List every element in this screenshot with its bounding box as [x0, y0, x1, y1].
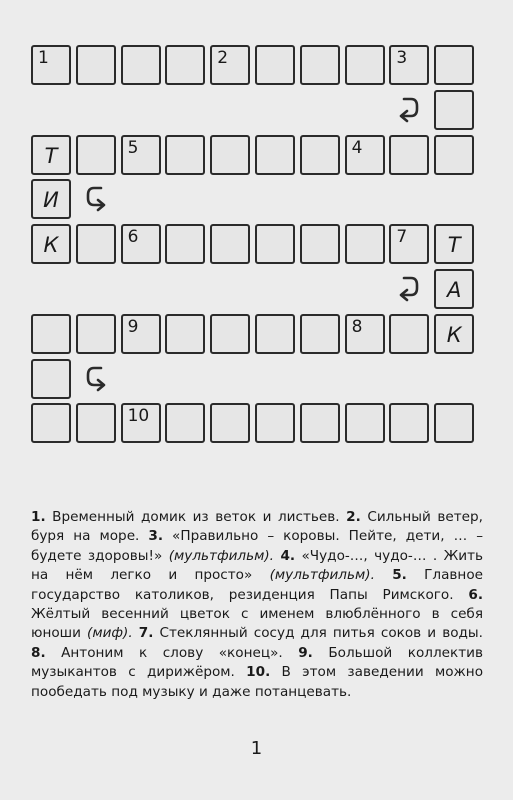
clue-number: 3: [396, 48, 408, 68]
filled-letter: А: [447, 278, 462, 302]
clues-text: [31, 508, 483, 702]
grid-cell[interactable]: [165, 45, 205, 85]
clue-number: 5.: [392, 567, 407, 584]
clue-text: Стеклянный сосуд для питья соков и воды.: [153, 625, 483, 642]
clue-number: 8.: [31, 644, 46, 661]
grid-cell[interactable]: [165, 314, 205, 354]
grid-cell[interactable]: [255, 135, 295, 175]
filled-letter: И: [43, 188, 59, 213]
clue-number: 4: [351, 137, 363, 158]
grid-cell[interactable]: [300, 135, 340, 175]
clue-number: 5: [127, 137, 139, 158]
clue-number: 6: [127, 227, 139, 248]
grid-cell[interactable]: [165, 403, 205, 443]
grid-cell[interactable]: [434, 90, 474, 130]
grid-cell[interactable]: [165, 224, 205, 264]
grid-cell[interactable]: [165, 135, 205, 175]
filled-letter: К: [446, 322, 462, 347]
filled-letter: К: [43, 233, 59, 258]
clue-number: 8: [351, 316, 363, 337]
grid-cell[interactable]: [389, 403, 429, 443]
grid-cell[interactable]: [255, 45, 295, 85]
filled-letter: Т: [44, 143, 58, 168]
grid-cell[interactable]: [121, 224, 161, 264]
grid-cell[interactable]: [210, 224, 250, 264]
grid-cell[interactable]: [210, 45, 250, 85]
grid-cell[interactable]: [31, 359, 71, 399]
page-number: 1: [250, 738, 263, 759]
grid-cell[interactable]: [345, 403, 385, 443]
grid-cell[interactable]: [31, 403, 71, 443]
turn-arrow-icon: [84, 185, 108, 213]
clue-number: 10.: [246, 664, 271, 681]
clue-text: «Чудо-…, чудо-… . Жить на нём легко и просто»: [31, 547, 484, 584]
grid-cell[interactable]: [210, 135, 250, 175]
clue-source: (мультфильм).: [269, 567, 375, 584]
clue-text: Большой коллектив музыкантов с дирижёром.: [31, 644, 483, 681]
clue-text: Сильный ветер, буря на море.: [31, 509, 483, 545]
grid-cell[interactable]: [76, 314, 116, 354]
clue-text: Жёлтый весенний цветок с именем влюблённого в себя юноши: [31, 606, 483, 642]
clue-number: 2.: [346, 509, 361, 525]
grid-cell[interactable]: [76, 45, 116, 85]
turn-arrow-icon: [397, 275, 421, 303]
clue-text: «Правильно – коровы. Пейте, дети, … – будете здоровы!»: [31, 528, 483, 564]
grid-cell[interactable]: [300, 403, 340, 443]
grid-cell[interactable]: [31, 224, 71, 264]
grid-cell[interactable]: [389, 135, 429, 175]
grid-cell[interactable]: [210, 403, 250, 443]
grid-cell[interactable]: [255, 314, 295, 354]
grid-cell[interactable]: [434, 269, 474, 309]
turn-arrow-icon: [84, 365, 108, 393]
clue-number: 10: [127, 406, 150, 427]
clue-text: В этом заведении можно пообедать под музыку и даже потанцевать.: [31, 664, 484, 700]
grid-cell[interactable]: [121, 314, 161, 354]
grid-cell[interactable]: [31, 135, 71, 175]
grid-cell[interactable]: [434, 45, 474, 85]
clue-text: Главное государство католиков, резиденция Папы Римского.: [31, 567, 483, 603]
grid-cell[interactable]: [31, 45, 71, 85]
grid-cell[interactable]: [76, 224, 116, 264]
grid-cell[interactable]: [300, 224, 340, 264]
grid-cell[interactable]: [121, 45, 161, 85]
grid-cell[interactable]: [434, 403, 474, 443]
clue-number: 1.: [31, 509, 46, 525]
clue-text: Временный домик из веток и листьев.: [45, 509, 347, 525]
clue-number: 6.: [468, 586, 483, 603]
grid-cell[interactable]: [345, 45, 385, 85]
clue-number: 7.: [138, 625, 154, 642]
grid-cell[interactable]: [76, 403, 116, 443]
grid-cell[interactable]: [345, 224, 385, 264]
clue-number: 9: [127, 316, 139, 337]
clue-number: 1: [38, 48, 49, 68]
grid-cell[interactable]: [300, 45, 340, 85]
grid-cell[interactable]: [434, 135, 474, 175]
turn-arrow-icon: [397, 96, 421, 124]
grid-cell[interactable]: [389, 45, 429, 85]
grid-cell[interactable]: [31, 314, 71, 354]
grid-cell[interactable]: [210, 314, 250, 354]
grid-cell[interactable]: [255, 224, 295, 264]
clue-text: Антоним к слову «конец».: [45, 644, 299, 661]
grid-cell[interactable]: [345, 135, 385, 175]
grid-cell[interactable]: [31, 179, 71, 219]
clue-number: 9.: [298, 644, 313, 661]
clue-number: 3.: [148, 528, 164, 545]
grid-cell[interactable]: [345, 314, 385, 354]
grid-cell[interactable]: [389, 314, 429, 354]
grid-cell[interactable]: [255, 403, 295, 443]
grid-cell[interactable]: [121, 135, 161, 175]
clue-number: 2: [217, 48, 229, 68]
grid-cell[interactable]: [76, 135, 116, 175]
grid-cell[interactable]: [300, 314, 340, 354]
clue-source: (мультфильм).: [168, 547, 274, 564]
clue-number: 4.: [280, 547, 296, 564]
filled-letter: Т: [447, 233, 461, 258]
clue-number: 7: [396, 227, 408, 248]
grid-cell[interactable]: [389, 224, 429, 264]
clue-source: (миф).: [87, 625, 133, 642]
grid-cell[interactable]: [121, 403, 161, 443]
grid-cell[interactable]: [434, 224, 474, 264]
grid-cell[interactable]: [434, 314, 474, 354]
